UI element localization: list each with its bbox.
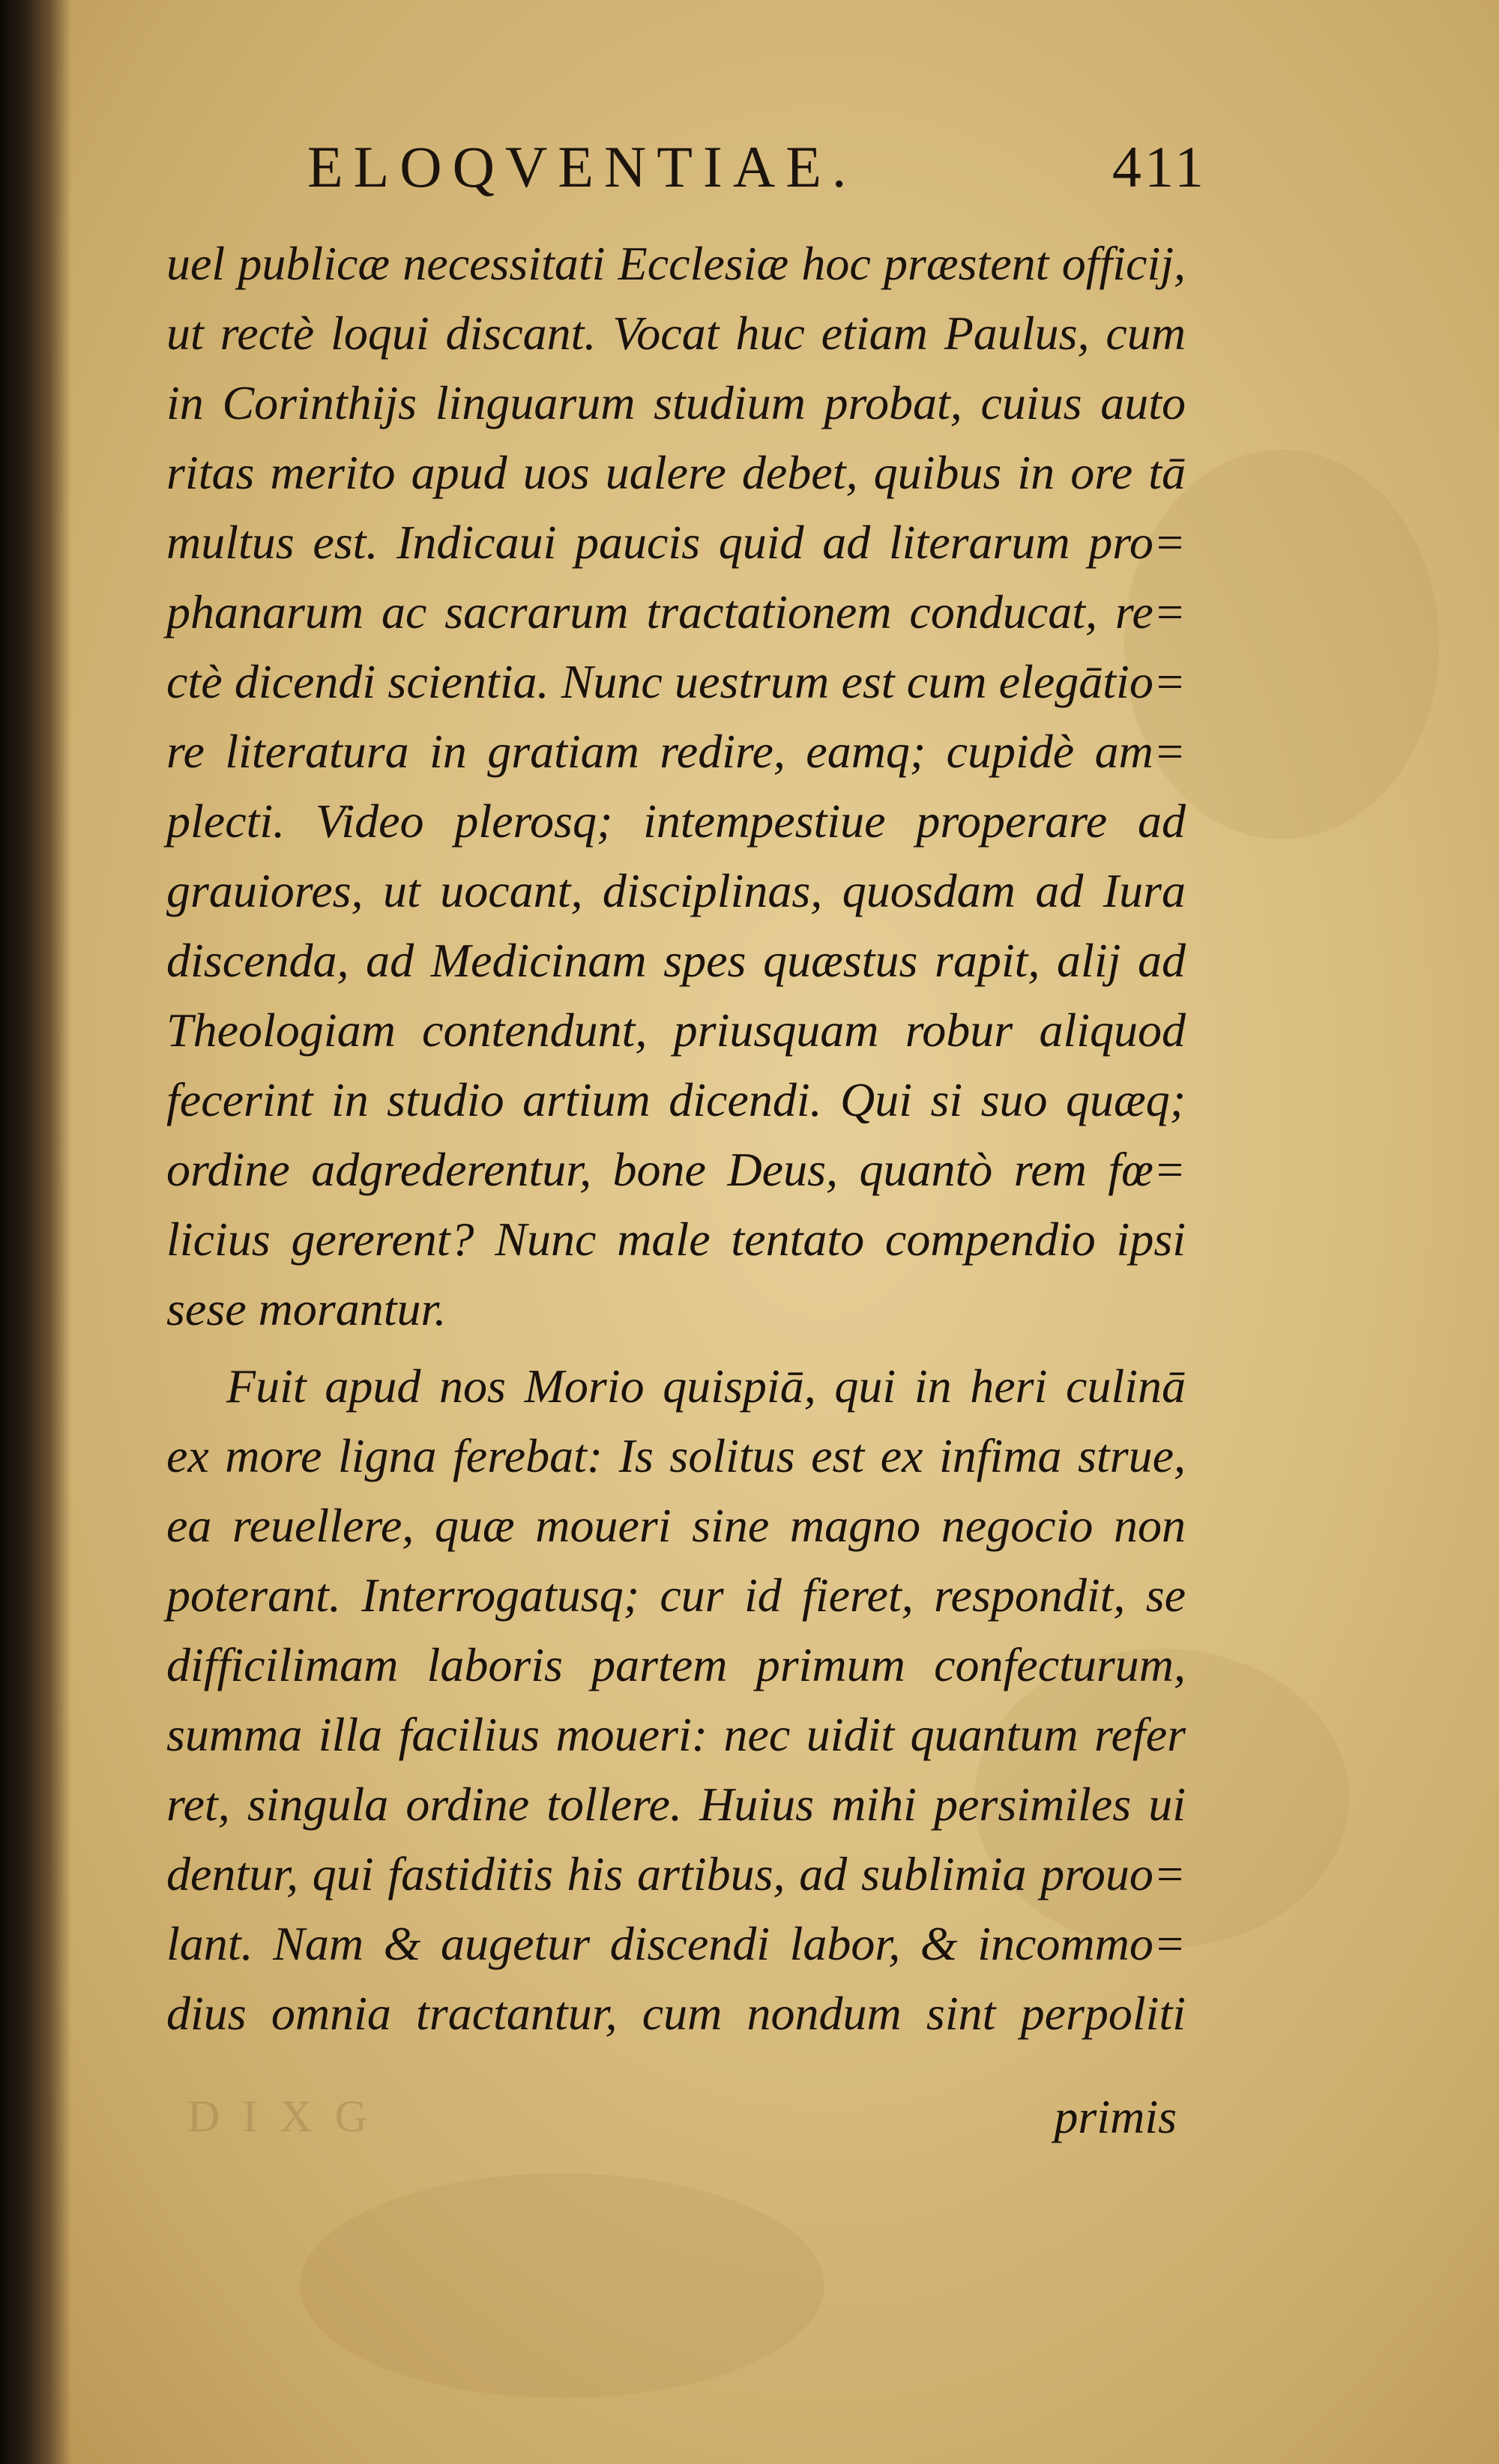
- text-line: poterant. Interrogatusq; cur id fieret, respondit, se: [166, 1568, 1186, 1622]
- text-line: dentur, qui fastiditis his artibus, ad sublimia prouo=: [166, 1847, 1186, 1900]
- text-line: ret, singula ordine tollere. Huius mihi persimiles ui: [166, 1778, 1186, 1831]
- catchword: primis: [1054, 2090, 1177, 2143]
- text-line: fecerint in studio artium dicendi. Qui si suo quæq;: [166, 1073, 1186, 1126]
- text-line: difficilimam laboris partem primum confecturum,: [166, 1638, 1186, 1691]
- text-line: dius omnia tractantur, cum nondum sint perpoliti: [166, 1987, 1186, 2040]
- text-line: discenda, ad Medicinam spes quæstus rapit, alij ad: [166, 934, 1186, 987]
- text-line: ritas merito apud uos ualere debet, quibus in ore tā: [166, 446, 1186, 499]
- text-line: ea reuellere, quæ moueri sine magno negocio non: [166, 1499, 1186, 1552]
- text-line: ordine adgrederentur, bone Deus, quantò rem fœ=: [166, 1143, 1186, 1196]
- paragraph-first-line: Fuit apud nos Morio quispiā, qui in heri culinā: [226, 1359, 1186, 1413]
- text-line: lant. Nam & augetur discendi labor, & incommo=: [166, 1917, 1186, 1970]
- body-text: [166, 229, 1186, 2048]
- text-line: uel publicæ necessitati Ecclesiæ hoc præstent officij,: [166, 237, 1186, 290]
- page-number: 411: [1112, 134, 1207, 199]
- text-line: plecti. Video plerosq; intempestiue properare ad: [166, 794, 1186, 848]
- text-line: Theologiam contendunt, priusquam robur aliquod: [166, 1003, 1186, 1057]
- text-line: summa illa facilius moueri: nec uidit quantum refer: [166, 1708, 1186, 1761]
- text-line: ex more ligna ferebat: Is solitus est ex infima strue,: [166, 1429, 1186, 1482]
- text-line: grauiores, ut uocant, disciplinas, quosdam ad Iura: [166, 864, 1186, 917]
- page-header: [247, 126, 1207, 208]
- running-head: ELOQVENTIAE.: [307, 134, 857, 199]
- show-through-text: DIXG: [187, 2092, 390, 2141]
- text-line: re literatura in gratiam redire, eamq; cupidè am=: [166, 725, 1186, 778]
- text-line: in Corinthijs linguarum studium probat, cuius auto: [166, 376, 1186, 429]
- text-line: ut rectè loqui discant. Vocat huc etiam Paulus, cum: [166, 307, 1186, 360]
- text-line: phanarum ac sacrarum tractationem conducat, re=: [166, 585, 1186, 638]
- text-line: licius gererent? Nunc male tentato compendio ipsi: [166, 1213, 1186, 1266]
- text-line: sese morantur.: [166, 1282, 447, 1335]
- text-line: ctè dicendi scientia. Nunc uestrum est cum elegātio=: [166, 655, 1186, 708]
- binding-edge: [0, 0, 71, 2464]
- paper-stain: [300, 2173, 824, 2398]
- text-line: multus est. Indicaui paucis quid ad literarum pro=: [166, 516, 1186, 569]
